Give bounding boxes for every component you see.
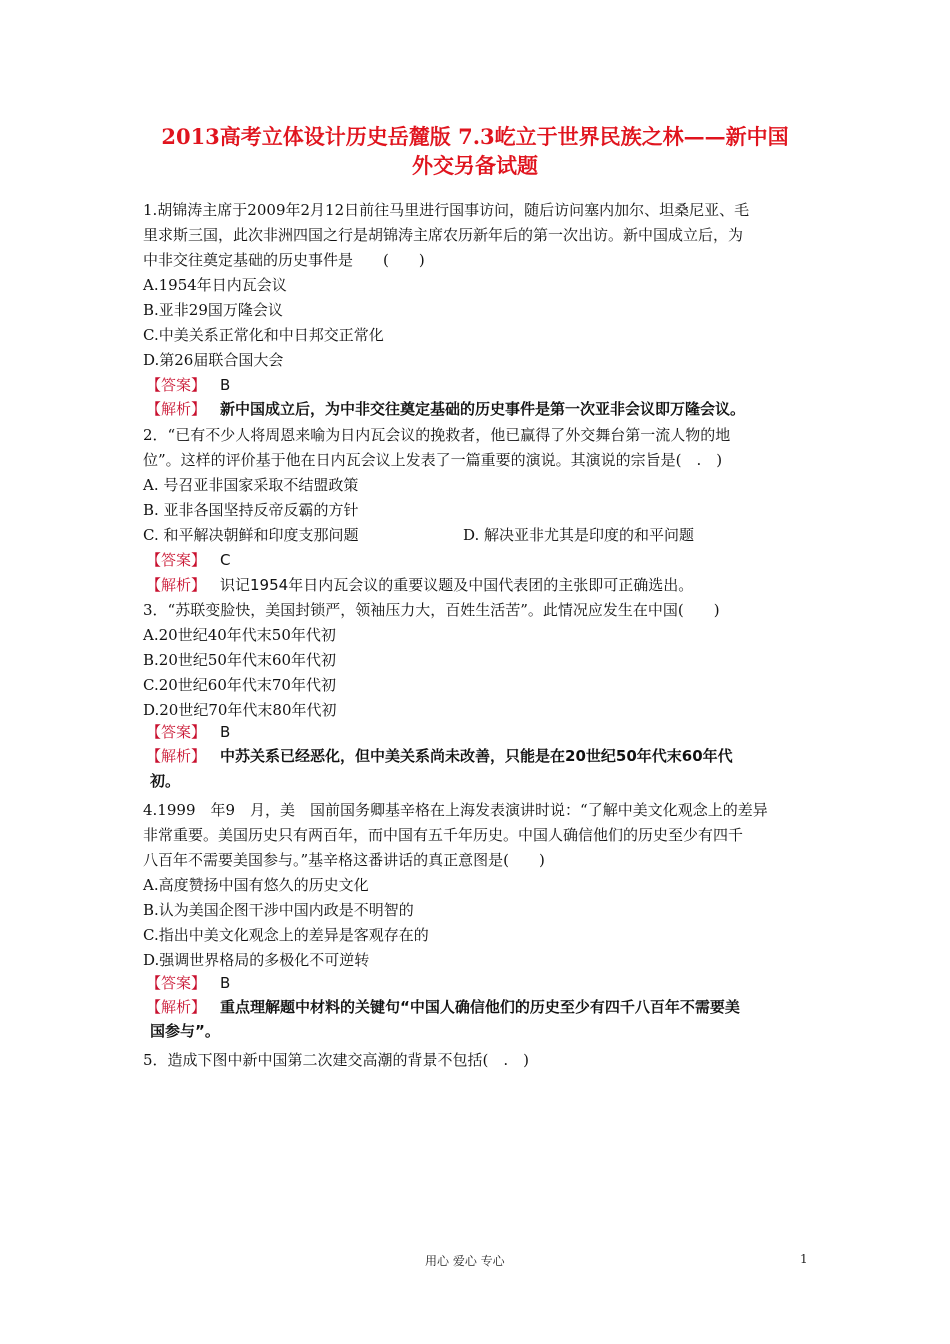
q4-answer: B	[220, 974, 231, 992]
q3-answer-row	[146, 722, 230, 742]
answer-tag: 【答案】	[146, 723, 207, 741]
q3-option-d: D.20世纪70年代末80年代初	[143, 701, 337, 719]
q4-option-c: C.指出中美文化观念上的差异是客观存在的	[143, 926, 429, 944]
answer-tag: 【答案】	[146, 376, 207, 394]
q4-analysis-line-1: 重点理解题中材料的关键句“中国人确信他们的历史至少有四千八百年不需要美	[220, 998, 740, 1016]
page-number: 1	[800, 1252, 808, 1266]
q1-answer-row	[146, 375, 230, 395]
q1-answer: B	[220, 376, 231, 394]
analysis-tag: 【解析】	[146, 998, 207, 1016]
q2-stem-line-2: 位”。这样的评价基于他在日内瓦会议上发表了一篇重要的演说。其演说的宗旨是( . )	[143, 451, 723, 469]
q3-stem-line-1: 3．“苏联变脸快，美国封锁严，领袖压力大，百姓生活苦”。此情况应发生在中国( )	[143, 601, 720, 619]
q1-stem-line-3: 中非交往奠定基础的历史事件是 ( )	[143, 251, 425, 269]
q4-stem-line-2: 非常重要。美国历史只有两百年，而中国有五千年历史。中国人确信他们的历史至少有四千	[143, 826, 744, 844]
analysis-tag: 【解析】	[146, 576, 207, 594]
q4-option-d: D.强调世界格局的多极化不可逆转	[143, 951, 370, 969]
q1-option-d: D.第26届联合国大会	[143, 351, 284, 369]
q1-option-a: A.1954年日内瓦会议	[143, 276, 287, 294]
title-line-1: 2013高考立体设计历史岳麓版 7.3屹立于世界民族之林——新中国	[161, 124, 789, 149]
q2-option-b: B. 亚非各国坚持反帝反霸的方针	[143, 501, 359, 519]
q3-option-b: B.20世纪50年代末60年代初	[143, 651, 337, 669]
footer-slogan: 用心 爱心 专心	[425, 1254, 505, 1268]
q2-analysis: 识记1954年日内瓦会议的重要议题及中国代表团的主张即可正确选出。	[220, 576, 694, 594]
q2-option-c: C. 和平解决朝鲜和印度支那问题	[143, 526, 359, 544]
q1-option-c: C.中美关系正常化和中日邦交正常化	[143, 326, 384, 344]
q2-answer: C	[220, 551, 231, 569]
q3-analysis-line-2: 初。	[150, 772, 181, 790]
answer-tag: 【答案】	[146, 551, 207, 569]
q2-option-a: A. 号召亚非国家采取不结盟政策	[143, 476, 359, 494]
document-title	[120, 122, 830, 180]
q3-answer: B	[220, 723, 231, 741]
q4-analysis-line-2: 国参与”。	[150, 1022, 220, 1040]
q2-option-d: D. 解决亚非尤其是印度的和平问题	[463, 526, 695, 544]
q3-analysis-line-1: 中苏关系已经恶化，但中美关系尚未改善，只能是在20世纪50年代末60年代	[220, 747, 733, 765]
q2-stem-line-1: 2．“已有不少人将周恩来喻为日内瓦会议的挽救者，他已赢得了外交舞台第一流人物的地	[143, 426, 731, 444]
q2-answer-row	[146, 550, 231, 570]
q3-option-c: C.20世纪60年代末70年代初	[143, 676, 336, 694]
q4-stem-line-1: 4.1999 年9 月，美 国前国务卿基辛格在上海发表演讲时说：“了解中美文化观念上的差异	[143, 801, 768, 819]
answer-tag: 【答案】	[146, 974, 207, 992]
q4-analysis-row	[146, 997, 740, 1017]
q2-analysis-row	[146, 575, 693, 595]
q4-stem-line-3: 八百年不需要美国参与。”基辛格这番讲话的真正意图是( )	[143, 851, 545, 869]
q5-stem-line-1: 5．造成下图中新中国第二次建交高潮的背景不包括( . )	[143, 1051, 530, 1069]
q4-answer-row	[146, 973, 230, 993]
q1-option-b: B.亚非29国万隆会议	[143, 301, 283, 319]
analysis-tag: 【解析】	[146, 400, 207, 418]
q1-analysis-row	[146, 399, 745, 419]
q1-stem-line-1: 1.胡锦涛主席于2009年2月12日前往马里进行国事访问，随后访问塞内加尔、坦桑尼亚、毛	[143, 201, 750, 219]
q3-analysis-row	[146, 746, 733, 766]
q4-option-b: B.认为美国企图干涉中国内政是不明智的	[143, 901, 414, 919]
q1-stem-line-2: 里求斯三国，此次非洲四国之行是胡锦涛主席农历新年后的第一次出访。新中国成立后，为	[143, 226, 744, 244]
title-line-2: 外交另备试题	[412, 153, 538, 178]
q1-analysis: 新中国成立后，为中非交往奠定基础的历史事件是第一次亚非会议即万隆会议。	[220, 400, 746, 418]
q3-option-a: A.20世纪40年代末50年代初	[143, 626, 336, 644]
q4-option-a: A.高度赞扬中国有悠久的历史文化	[143, 876, 369, 894]
analysis-tag: 【解析】	[146, 747, 207, 765]
